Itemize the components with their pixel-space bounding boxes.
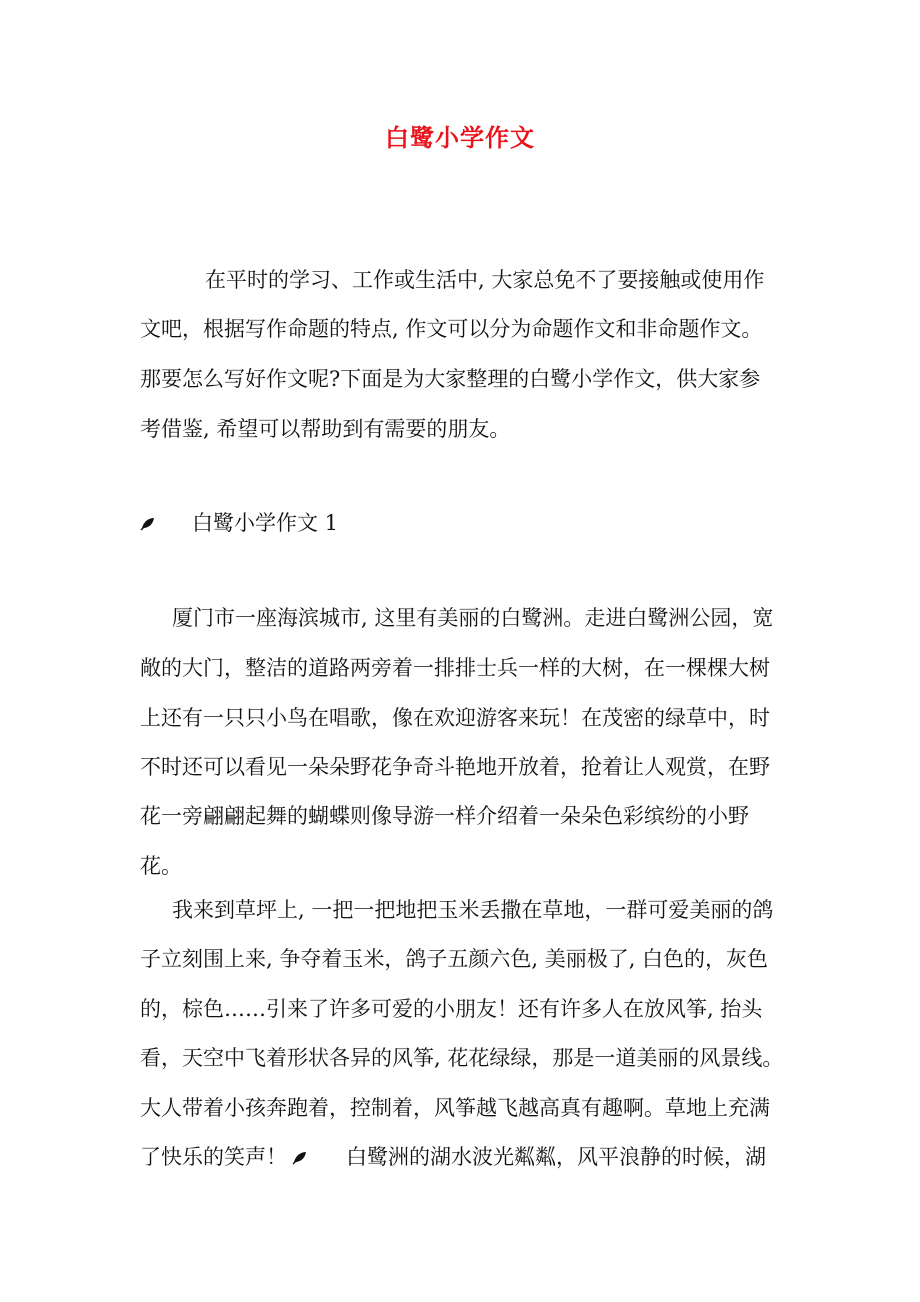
paragraph2-line-5: 大人带着小孩奔跑着，控制着，风筝越飞越高真有趣啊。草地上充满: [140, 1096, 770, 1120]
paragraph1-line-6: 花。: [140, 854, 182, 878]
intro-line-4: 考借鉴, 希望可以帮助到有需要的朋友。: [140, 417, 511, 441]
paragraph1-line-5: 花一旁翩翩起舞的蝴蝶则像导游一样介绍着一朵朵色彩缤纷的小野: [140, 804, 749, 828]
last-line-part-2: 白鹭洲的湖水波光粼粼，风平浪静的时候，湖: [346, 1145, 766, 1169]
paragraph2-line-3: 的，棕色……引来了许多可爱的小朋友！还有许多人在放风筝, 抬头: [140, 997, 763, 1021]
paragraph2-line-1: 我来到草坪上, 一把一把地把玉米丢撒在草地，一群可爱美丽的鸽: [172, 898, 774, 922]
paragraph2-line-2: 子立刻围上来, 争夺着玉米，鸽子五颜六色, 美丽极了, 白色的，灰色: [140, 947, 769, 971]
paragraph1-line-3: 上还有一只只小鸟在唱歌，像在欢迎游客来玩！在茂密的绿草中，时: [140, 706, 770, 730]
intro-line-3: 那要怎么写好作文呢?下面是为大家整理的白鹭小学作文，供大家参: [140, 367, 761, 391]
paragraph1-line-4: 不时还可以看见一朵朵野花争奇斗艳地开放着，抢着让人观赏，在野: [140, 755, 770, 779]
paragraph1-line-2: 敞的大门，整洁的道路两旁着一排排士兵一样的大树，在一棵棵大树: [140, 656, 770, 680]
intro-line-2: 文吧，根据写作命题的特点, 作文可以分为命题作文和非命题作文。: [140, 317, 763, 341]
paragraph2-line-4: 看，天空中飞着形状各异的风筝, 花花绿绿，那是一道美丽的风景线。: [140, 1046, 784, 1070]
section-heading-label: 白鹭小学作文 1: [192, 511, 339, 535]
leaf-bullet-icon: [140, 515, 156, 531]
intro-line-1: 在平时的学习、工作或生活中, 大家总免不了要接触或使用作: [205, 268, 765, 292]
document-title: 白鹭小学作文: [385, 123, 535, 152]
paragraph1-line-1: 厦门市一座海滨城市, 这里有美丽的白鹭洲。走进白鹭洲公园，宽: [172, 606, 774, 630]
leaf-bullet-icon: [292, 1149, 308, 1165]
last-line-part-1: 了快乐的笑声！: [140, 1145, 287, 1169]
